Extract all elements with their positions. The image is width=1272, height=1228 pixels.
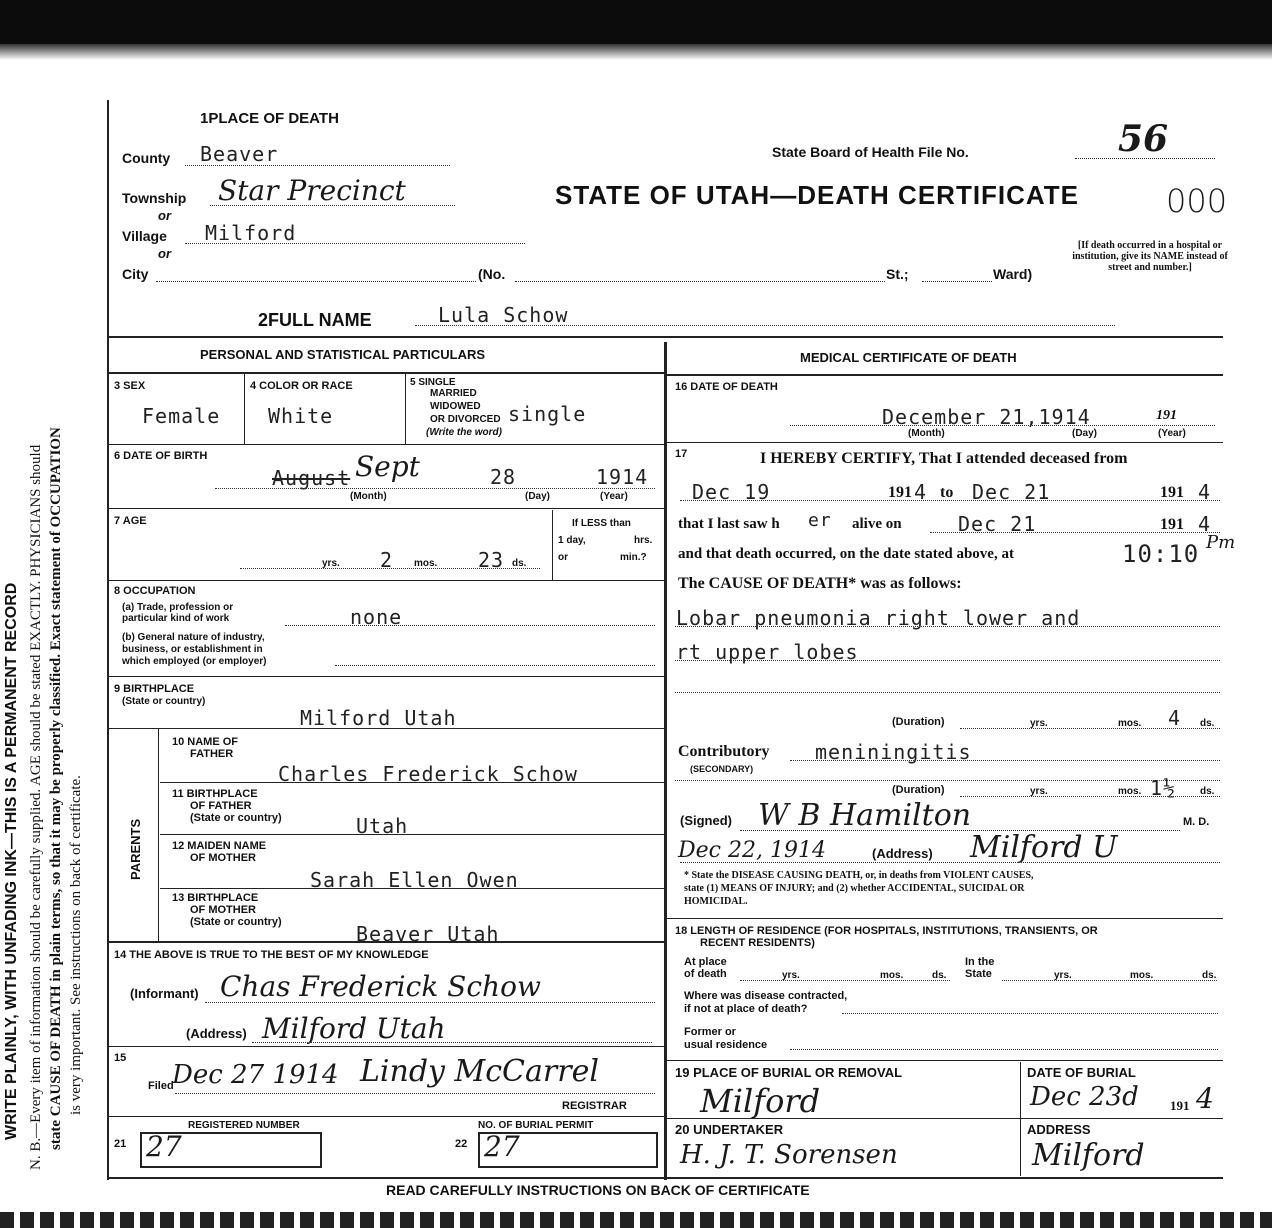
row-line-6	[160, 782, 664, 783]
row-line-9	[109, 941, 664, 943]
dob-month: Sept	[355, 450, 420, 483]
at-place-2: of death	[684, 968, 727, 980]
occ-a-2: particular kind of work	[122, 613, 230, 624]
cause-line-1-rule	[675, 626, 1220, 627]
cert-no: 17	[675, 448, 688, 460]
dob-label: 6 DATE OF BIRTH	[114, 450, 208, 462]
or-label-2: or	[158, 246, 171, 261]
dod-value: December 21,1914	[882, 405, 1091, 429]
informant-value: Chas Frederick Schow	[220, 970, 541, 1003]
age-days: 23	[478, 548, 505, 572]
age-yrs-caption: yrs.	[322, 558, 340, 569]
informant-line	[205, 1002, 655, 1003]
undertaker-address-value: Milford	[1032, 1138, 1145, 1173]
in-state-line	[1002, 980, 1217, 981]
birthplace-value: Milford Utah	[300, 706, 457, 730]
cause-line-2-rule	[675, 660, 1220, 661]
certify-text: I HEREBY CERTIFY, That I attended deceased from	[760, 450, 1128, 467]
color-value: White	[268, 404, 334, 428]
row-line-0	[109, 372, 664, 374]
occ-b-3: which employed (or employer)	[122, 656, 267, 667]
reg-no-prefix: 21	[114, 1138, 127, 1150]
med-row-line-0	[666, 374, 1223, 376]
column-divider	[664, 342, 667, 1180]
side-note-2: state CAUSE OF DEATH in plain terms, so that it may be properly classified. Exact statement of OCCUPATION	[48, 427, 64, 1150]
less-than-or: or	[558, 552, 568, 563]
informant-address-line	[252, 1042, 652, 1043]
med-address-label: (Address)	[872, 846, 933, 861]
age-label: 7 AGE	[114, 515, 147, 527]
father-label-2: FATHER	[190, 748, 234, 760]
registrar-label: REGISTRAR	[562, 1100, 627, 1112]
year-b: 4	[1198, 480, 1212, 504]
dod-year-caption: (Year)	[1158, 428, 1186, 439]
signed-date: Dec 22, 1914	[678, 838, 826, 863]
scan-top-edge-ragged	[0, 44, 1272, 60]
occ-b-line	[335, 665, 655, 666]
secondary-label: (SECONDARY)	[690, 764, 754, 774]
township-label: Township	[122, 190, 187, 206]
note-1: * State the DISEASE CAUSING DEATH, or, in deaths from VIOLENT CAUSES,	[684, 870, 1034, 881]
attended-from: Dec 19	[692, 480, 771, 504]
filed-value: Dec 27 1914	[172, 1060, 339, 1090]
burial-permit-prefix: 22	[455, 1138, 468, 1150]
dod-printed-year: 191	[1156, 408, 1177, 423]
ward-line	[922, 281, 992, 282]
at-place-1: At place	[684, 956, 727, 968]
footer-instructions: READ CAREFULLY INSTRUCTIONS ON BACK OF CERTIFICATE	[386, 1182, 810, 1198]
burial-permit-label: NO. OF BURIAL PERMIT	[478, 1120, 594, 1131]
filed-label: Filed	[148, 1080, 174, 1092]
year-191-c: 191	[1160, 516, 1184, 533]
pm-value: Pm	[1206, 532, 1236, 553]
row-line-3	[109, 580, 664, 581]
full-name-line	[415, 325, 1115, 326]
med-row-line-3	[666, 1060, 1223, 1061]
dod-line	[790, 425, 1215, 426]
dob-day-caption: (Day)	[525, 491, 551, 502]
med-row-line-4	[666, 1118, 1223, 1119]
burial-year-191: 191	[1170, 1098, 1190, 1113]
city-label: City	[122, 266, 149, 282]
village-line	[185, 243, 525, 244]
residence-label-1: 18 LENGTH OF RESIDENCE (FOR HOSPITALS, INSTITUTIONS, TRANSIENTS, OR	[675, 925, 1098, 937]
duration-ds-value: 4	[1168, 706, 1182, 730]
med-row-line-2	[666, 918, 1223, 919]
dob-line	[215, 488, 655, 489]
duration-ds-1: ds.	[1200, 718, 1215, 729]
in-state-yrs: yrs.	[1054, 970, 1072, 981]
county-value: Beaver	[200, 142, 279, 166]
in-state-1: In the	[965, 956, 995, 968]
filed-line	[175, 1093, 655, 1094]
burial-date-value: Dec 23d	[1030, 1082, 1139, 1112]
contributory-label: Contributory	[678, 743, 770, 760]
village-label: Village	[122, 228, 167, 244]
file-no-value: 56	[1118, 118, 1169, 160]
duration-label-1: (Duration)	[892, 716, 945, 728]
marital-label-4: OR DIVORCED	[430, 414, 501, 425]
at-place-yrs: yrs.	[782, 970, 800, 981]
mother-bp-3: (State or country)	[190, 916, 282, 928]
frame-bottom	[107, 1177, 1223, 1179]
occ-a-1: (a) Trade, profession or	[122, 602, 234, 613]
med-row-line-1	[666, 442, 1223, 443]
signed-label: (Signed)	[680, 813, 732, 828]
full-name-label: 2FULL NAME	[258, 310, 372, 330]
cause-line-2: rt upper lobes	[676, 640, 859, 664]
file-no-label: State Board of Health File No.	[772, 144, 969, 160]
marital-label-1: 5 SINGLE	[410, 377, 456, 388]
in-state-2: State	[965, 968, 992, 980]
sex-value: Female	[142, 404, 221, 428]
occ-b-2: business, or establishment in	[122, 644, 263, 655]
note-2: state (1) MEANS OF INJURY; and (2) whether ACCIDENTAL, SUICIDAL OR	[684, 883, 1025, 894]
street-no-line	[515, 281, 885, 282]
md-label: M. D.	[1183, 816, 1210, 828]
undertaker-address-label: ADDRESS	[1027, 1122, 1091, 1137]
residence-label-2: RECENT RESIDENTS)	[700, 937, 815, 949]
mother-label-1: 12 MAIDEN NAME	[172, 840, 267, 852]
birthplace-sub: (State or country)	[122, 696, 206, 707]
mother-bp-1: 13 BIRTHPLACE	[172, 892, 259, 904]
mother-label-2: OF MOTHER	[190, 852, 256, 864]
parents-label: PARENTS	[128, 818, 143, 880]
dob-day: 28	[490, 465, 517, 489]
in-state-mos: mos.	[1130, 970, 1154, 981]
last-saw-value: Dec 21	[958, 512, 1037, 536]
death-occurred-text: and that death occurred, on the date stated above, at	[678, 546, 1014, 562]
frame-mid-line	[107, 336, 1223, 338]
attended-line	[680, 500, 1220, 501]
certificate-title-suffix: 000	[1166, 182, 1228, 220]
note-3: HOMICIDAL.	[684, 896, 748, 907]
less-than-1: If LESS than	[572, 518, 631, 529]
father-bp-2: OF FATHER	[190, 800, 252, 812]
contrib-mos-value: 1½	[1150, 776, 1177, 800]
to-label: to	[940, 484, 954, 501]
time-value: 10:10	[1122, 540, 1200, 568]
occ-b-1: (b) General nature of industry,	[122, 632, 265, 643]
marital-label-5: (Write the word)	[426, 427, 502, 438]
col-color	[405, 374, 406, 444]
informant-label: (Informant)	[130, 986, 199, 1001]
year-c: 4	[1198, 512, 1212, 536]
father-label-1: 10 NAME OF	[172, 736, 239, 748]
former-res-1: Former or	[684, 1026, 736, 1038]
less-than-min: min.?	[620, 552, 647, 563]
signed-value: W B Hamilton	[758, 798, 972, 833]
last-saw-line	[930, 532, 1220, 533]
county-line	[185, 165, 450, 166]
row-line-2	[109, 508, 664, 509]
duration-yrs-2: yrs.	[1030, 786, 1048, 797]
place-of-death-label: 1PLACE OF DEATH	[200, 110, 339, 127]
dob-month-caption: (Month)	[350, 491, 387, 502]
age-mos: 2	[380, 548, 394, 572]
duration-mos-1: mos.	[1118, 718, 1142, 729]
col-parents	[158, 729, 159, 941]
side-note-4: WRITE PLAINLY, WITH UNFADING INK—THIS IS A PERMANENT RECORD	[3, 582, 20, 1140]
township-value: Star Precinct	[218, 174, 406, 207]
contributory-value: meniningitis	[815, 740, 972, 764]
sex-label: 3 SEX	[114, 380, 146, 392]
duration-line-1	[960, 728, 1220, 729]
row-line-7	[160, 834, 664, 835]
reg-no-value: 27	[146, 1130, 182, 1163]
scan-bottom-edge	[0, 1212, 1272, 1228]
marital-label-2: MARRIED	[430, 388, 477, 399]
dob-month-struck: August	[272, 466, 351, 490]
med-address-line	[680, 862, 1220, 863]
birthplace-label: 9 BIRTHPLACE	[114, 683, 195, 695]
cause-line-3-rule	[675, 692, 1220, 693]
row-line-1	[109, 444, 664, 445]
contributory-line-2	[675, 780, 1220, 781]
filed-no: 15	[114, 1052, 127, 1064]
township-line	[210, 205, 455, 206]
contributory-line	[790, 760, 1220, 761]
mother-bp-value: Beaver Utah	[356, 922, 500, 946]
col-less-than	[552, 510, 553, 580]
last-saw-suffix: alive on	[852, 516, 902, 532]
medical-section-title: MEDICAL CERTIFICATE OF DEATH	[800, 350, 1017, 365]
duration-mos-2: mos.	[1118, 786, 1142, 797]
father-bp-3: (State or country)	[190, 812, 282, 824]
dod-label: 16 DATE OF DEATH	[675, 381, 778, 393]
duration-ds-2: ds.	[1200, 786, 1215, 797]
row-line-11	[109, 1116, 664, 1117]
occupation-value: none	[350, 605, 403, 629]
father-bp-1: 11 BIRTHPLACE	[172, 788, 258, 800]
dob-year: 1914	[596, 465, 649, 489]
dod-month-caption: (Month)	[908, 428, 945, 439]
hospital-note: [If death occurred in a hospital or institution, give its NAME instead of street and number.]	[1072, 240, 1228, 273]
cause-label: The CAUSE OF DEATH* was as follows:	[678, 575, 962, 592]
marital-label-3: WIDOWED	[430, 401, 481, 412]
dod-day-caption: (Day)	[1072, 428, 1098, 439]
burial-permit-value: 27	[484, 1130, 520, 1163]
marital-value: single	[508, 402, 587, 426]
burial-year: 4	[1196, 1082, 1214, 1115]
cause-line-1: Lobar pneumonia right lower and	[676, 606, 1081, 630]
row-line-8	[160, 888, 664, 889]
burial-date-label: DATE OF BURIAL	[1027, 1065, 1136, 1080]
street-no-label: (No.	[478, 266, 506, 282]
certificate-title: STATE OF UTAH—DEATH CERTIFICATE	[555, 180, 1079, 210]
in-state-ds: ds.	[1202, 970, 1217, 981]
side-note-1: N. B.—Every item of information should be carefully supplied. AGE should be stated EXACTLY. PHYSICIANS should	[28, 444, 44, 1170]
true-label: 14 THE ABOVE IS TRUE TO THE BEST OF MY KNOWLEDGE	[114, 949, 429, 961]
at-place-line	[740, 980, 950, 981]
at-place-mos: mos.	[880, 970, 904, 981]
dob-year-caption: (Year)	[600, 491, 628, 502]
or-label-1: or	[158, 208, 171, 223]
row-line-4	[109, 676, 664, 677]
former-res-2: usual residence	[684, 1039, 768, 1051]
burial-place-label: 19 PLACE OF BURIAL OR REMOVAL	[675, 1065, 903, 1080]
father-bp-value: Utah	[356, 814, 409, 838]
reg-no-label: REGISTERED NUMBER	[188, 1120, 300, 1131]
former-res-line	[790, 1049, 1218, 1050]
personal-section-title: PERSONAL AND STATISTICAL PARTICULARS	[200, 347, 486, 362]
med-address-value: Milford U	[970, 830, 1118, 865]
where-contracted-line	[842, 1013, 1218, 1014]
attended-to: Dec 21	[972, 480, 1051, 504]
undertaker-label: 20 UNDERTAKER	[675, 1122, 784, 1137]
age-line	[240, 568, 540, 569]
col-burial-date	[1020, 1062, 1021, 1176]
year-a: 4	[914, 480, 928, 504]
father-value: Charles Frederick Schow	[278, 762, 578, 786]
age-ds-caption: ds.	[512, 558, 527, 569]
at-place-ds: ds.	[932, 970, 947, 981]
informant-address-label: (Address)	[186, 1026, 247, 1041]
where-contracted-1: Where was disease contracted,	[684, 990, 848, 1002]
row-line-5	[109, 728, 664, 729]
duration-yrs-1: yrs.	[1030, 718, 1048, 729]
less-than-2: 1 day,	[558, 535, 586, 546]
mother-bp-2: OF MOTHER	[190, 904, 256, 916]
street-label: St.;	[886, 266, 909, 282]
last-saw-fill: er	[808, 510, 832, 531]
duration-label-2: (Duration)	[892, 784, 945, 796]
city-line	[156, 281, 476, 282]
duration-line-2	[960, 796, 1220, 797]
last-saw-prefix: that I last saw h	[678, 516, 780, 532]
occupation-label: 8 OCCUPATION	[114, 585, 196, 597]
where-contracted-2: if not at place of death?	[684, 1003, 808, 1015]
less-than-hrs: hrs.	[634, 535, 653, 546]
mother-value: Sarah Ellen Owen	[310, 868, 519, 892]
scan-top-edge	[0, 0, 1272, 44]
village-value: Milford	[205, 221, 297, 245]
year-191-b: 191	[1160, 484, 1184, 501]
side-note-3: is very important. See instructions on back of certificate.	[68, 775, 84, 1115]
county-label: County	[122, 150, 171, 166]
full-name-value: Lula Schow	[438, 303, 569, 327]
occ-line	[285, 625, 655, 626]
undertaker-value: H. J. T. Sorensen	[680, 1140, 898, 1170]
registrar-signature: Lindy McCarrel	[360, 1054, 599, 1089]
color-label: 4 COLOR OR RACE	[250, 380, 353, 392]
frame-left	[107, 100, 109, 1180]
burial-place-value: Milford	[700, 1082, 821, 1120]
age-mos-caption: mos.	[414, 558, 438, 569]
informant-address-value: Milford Utah	[262, 1012, 446, 1045]
year-191-a: 191	[888, 484, 912, 501]
row-line-10	[109, 1046, 664, 1047]
ward-label: Ward)	[993, 266, 1033, 282]
col-sex	[244, 374, 245, 444]
